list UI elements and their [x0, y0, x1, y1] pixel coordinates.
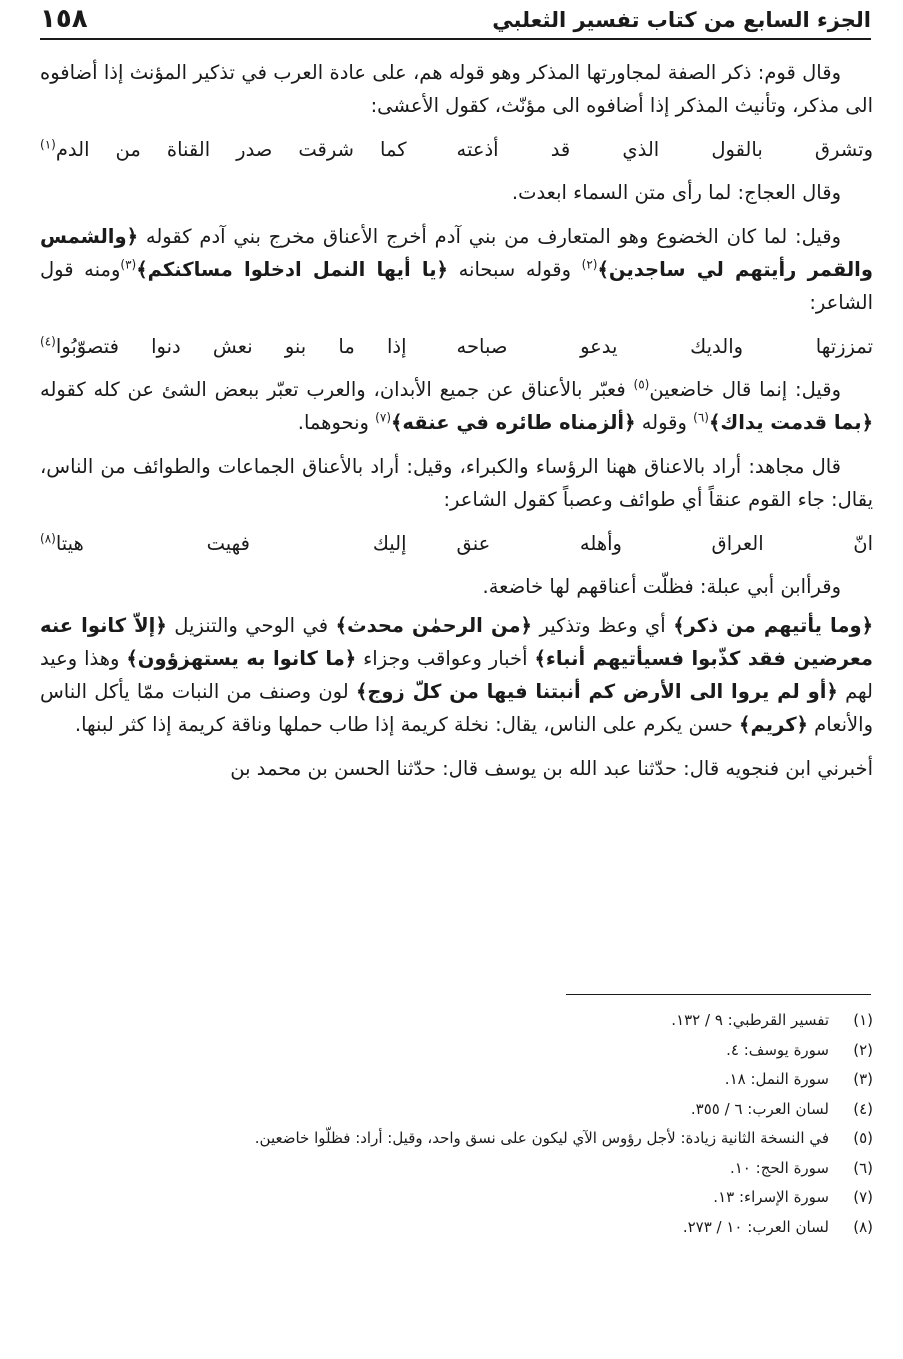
footnote-5	[40, 1124, 873, 1154]
footnote-3	[40, 1065, 873, 1095]
running-title: الجزء السابع من كتاب تفسير الثعلبي	[492, 8, 871, 32]
footnote-text: سورة يوسف: ٤.	[726, 1040, 829, 1059]
footnote-text: لسان العرب: ٦ / ٣٥٥.	[690, 1099, 829, 1118]
paragraph-2: وقال العجاج: لما رأى متن السماء ابعدت.	[511, 181, 841, 204]
verse-3	[40, 527, 873, 560]
footnote-1	[40, 1006, 873, 1036]
footnote-text: سورة الحج: ١٠.	[729, 1158, 829, 1177]
quran-verse: ﴿إلاّ كانوا عنه معرضين فقد كذّبوا فسيأتيهم أنباء﴾	[40, 614, 873, 670]
page-number: ١٥٨	[40, 4, 88, 34]
footnote-text: سورة النمل: ١٨.	[724, 1070, 829, 1088]
quran-verse: ﴿يا أيها النمل ادخلوا مساكنكم﴾	[136, 258, 448, 281]
footnote-number: (١)	[853, 1011, 873, 1029]
footnote-8	[40, 1213, 873, 1243]
footnote-number: (٦)	[853, 1158, 873, 1177]
paragraph-1: وقال قوم: ذكر الصفة لمجاورتها المذكر وهو قوله هم، على عادة العرب في تذكير المؤنث إذا أضافوه الى مذكر، وتأنيث المذكر إذا أضافوه الى مؤنّث، كقول الأعشى:	[40, 61, 873, 117]
verse-1	[40, 133, 873, 166]
paragraph-3: وقيل: لما كان الخضوع وهو المتعارف من بني آدم أخرج الأعناق مخرج بني آدم كقوله ﴿والشمس والقمر رأيتهم لي ساجدين﴾$^{(٢)}$ وقوله سبحانه ﴿يا أيها النمل ادخلوا مساكنكم﴾$^{(٣)}$ومنه قول الشاعر:	[40, 225, 873, 314]
footnote-text: سورة الإسراء: ١٣.	[713, 1188, 829, 1206]
footnote-ref[interactable]: (٧)	[375, 410, 391, 425]
running-header	[40, 4, 871, 40]
quran-verse: ﴿بما قدمت يداك﴾	[708, 411, 873, 434]
footnote-number: (٤)	[853, 1099, 873, 1118]
paragraph-6: وقرأابن أبي عبلة: فظلّت أعناقهم لها خاضعة.	[482, 575, 841, 598]
footnote-number: (٧)	[853, 1188, 873, 1206]
footnote-ref[interactable]: (٥)	[633, 377, 650, 392]
footnote-ref[interactable]: (٣)	[120, 257, 137, 272]
footnote-number: (٢)	[853, 1040, 873, 1059]
footnote-number: (٣)	[853, 1070, 873, 1088]
verse-1-first-hemistich: وتشرق بالقول الذي قد أذعته	[456, 138, 873, 161]
quran-verse: ﴿والشمس والقمر رأيتهم لي ساجدين﴾	[40, 225, 873, 281]
verse-3-second-hemistich: إليك فهيت هيتا$^{(٨)}$	[40, 531, 407, 555]
quran-verse: ﴿ألزمناه طائره في عنقه﴾	[391, 411, 636, 434]
footnote-text: في النسخة الثانية زيادة: لأجل رؤوس الآي ليكون على نسق واحد، وقيل: أراد: فظلّوا خاضعين.	[254, 1129, 829, 1147]
verse-2-first-hemistich: تمززتها والديك يدعو صباحه	[456, 335, 873, 358]
footnote-ref[interactable]: (٨)	[40, 531, 56, 546]
footnote-text: تفسير القرطبي: ٩ / ١٣٢.	[671, 1011, 829, 1029]
footnote-ref[interactable]: (٢)	[581, 257, 598, 272]
paragraph-7: ﴿وما يأتيهم من ذكر﴾ أي وعظ وتذكير ﴿من الرحمٰن محدث﴾ في الوحي والتنزيل ﴿إلاّ كانوا عنه معرضين فقد كذّبوا فسيأتيهم أنباء﴾ أخبار وعواقب وجزاء ﴿ما كانوا به يستهزؤون﴾ وهذا وعيد لهم ﴿أو لم يروا الى الأرض كم أنبتنا فيها من كلّ زوج﴾ لون وصنف من النبات ممّا يأكل الناس والأنعام ﴿كريم﴾ حسن يكرم على الناس، يقال: نخلة كريمة إذا طاب حملها وناقة كريمة إذا كثر لبنها.	[40, 614, 873, 736]
footnotes-section	[40, 1006, 873, 1242]
footnote-ref[interactable]: (١)	[40, 137, 56, 152]
paragraph-4: وقيل: إنما قال خاضعين$^{(٥)}$ فعبّر بالأعناق عن جميع الأبدان، والعرب تعبّر ببعض الشئ عن كله كقوله ﴿بما قدمت يداك﴾$^{(٦)}$ وقوله ﴿ألزمناه طائره في عنقه﴾$^{(٧)}$ ونحوهما.	[40, 377, 873, 434]
footnote-ref[interactable]: (٦)	[693, 410, 709, 425]
footnote-separator	[566, 994, 871, 995]
footnote-number: (٥)	[853, 1129, 873, 1147]
footnote-text: لسان العرب: ١٠ / ٢٧٣.	[682, 1217, 829, 1236]
quran-verse: ﴿كريم﴾	[739, 713, 808, 736]
main-text	[40, 56, 873, 796]
quran-verse: ﴿وما يأتيهم من ذكر﴾	[673, 614, 873, 637]
footnote-7	[40, 1183, 873, 1213]
quran-verse: ﴿ما كانوا به يستهزؤون﴾	[126, 647, 357, 670]
footnote-ref[interactable]: (٤)	[40, 334, 56, 349]
paragraph-5: قال مجاهد: أراد بالاعناق ههنا الرؤساء والكبراء، وقيل: أراد بالأعناق الجماعات والطوائف من الناس، يقال: جاء القوم عنقاً أي طوائف وعصباً كقول الشاعر:	[40, 455, 873, 511]
footnote-number: (٨)	[853, 1217, 873, 1236]
verse-3-first-hemistich: انّ العراق وأهله عنق	[456, 532, 873, 555]
footnote-6	[40, 1154, 873, 1184]
paragraph-8: أخبرني ابن فنجويه قال: حدّثنا عبد الله بن يوسف قال: حدّثنا الحسن بن محمد بن	[230, 757, 873, 780]
verse-2	[40, 330, 873, 363]
quran-verse: ﴿أو لم يروا الى الأرض كم أنبتنا فيها من كلّ زوج﴾	[355, 680, 838, 703]
footnote-2	[40, 1036, 873, 1066]
footnote-4	[40, 1095, 873, 1125]
quran-verse: ﴿من الرحمٰن محدث﴾	[335, 614, 532, 637]
verse-1-second-hemistich: كما شرقت صدر القناة من الدم$^{(١)}$	[40, 137, 407, 161]
verse-2-second-hemistich: إذا ما بنو نعش دنوا فتصوّبُوا$^{(٤)}$	[40, 334, 407, 358]
